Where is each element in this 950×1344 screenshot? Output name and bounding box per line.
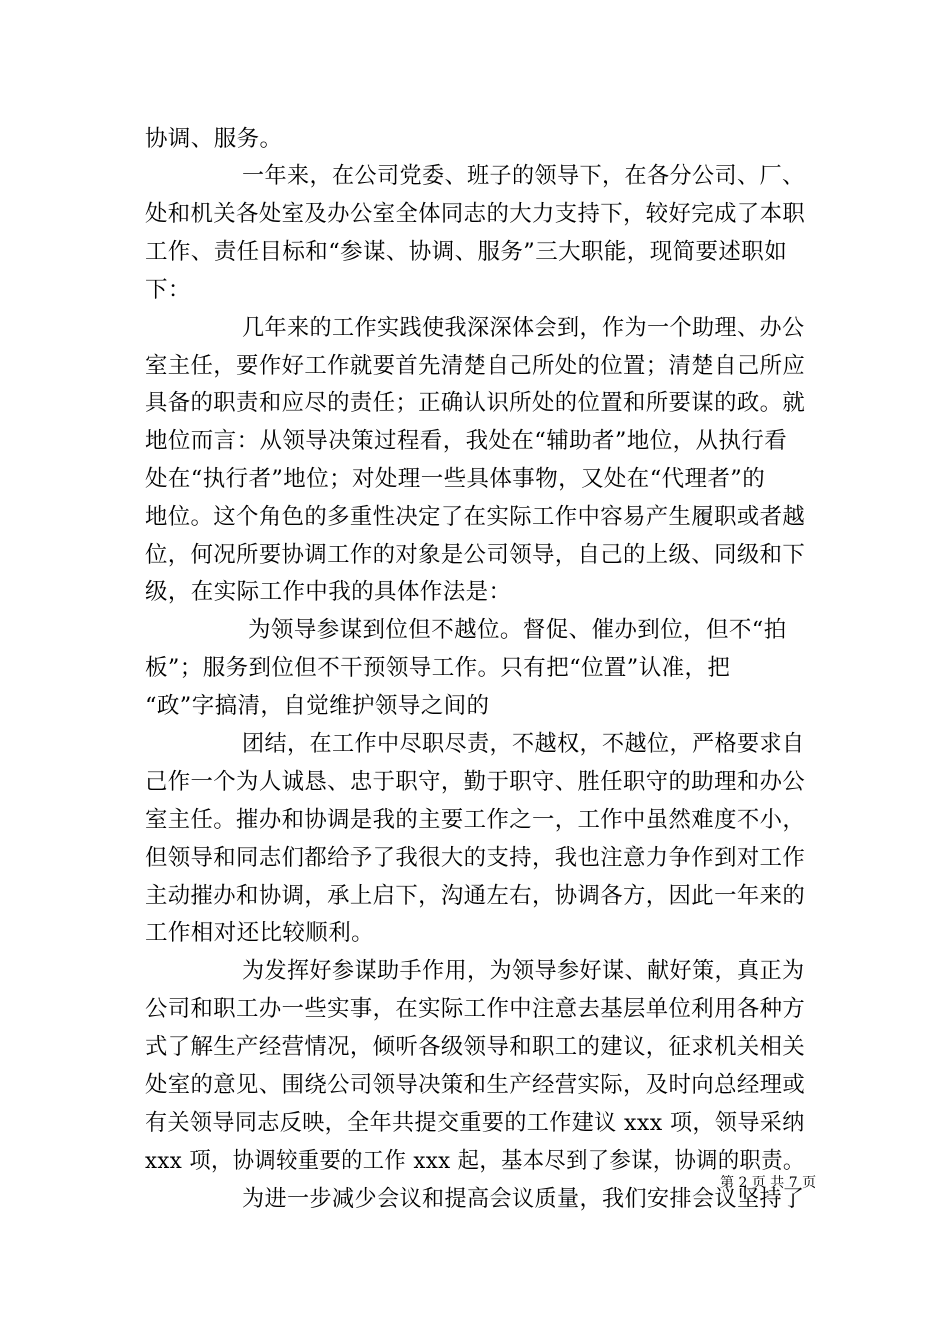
page-footer: 第 2 页 共 7 页 — [720, 1175, 817, 1191]
text-line: 但领导和同志们都给予了我很大的支持，我也注意力争作到对工作 — [145, 845, 806, 871]
text-line: 地位而言：从领导决策过程看，我处在“辅助者”地位，从执行看 — [145, 428, 788, 454]
text-line: 有关领导同志反映，全年共提交重要的工作建议 xxx 项，领导采纳 — [145, 1110, 805, 1136]
text-line: 一年来，在公司党委、班子的领导下，在各分公司、厂、 — [242, 163, 805, 189]
text-line: 几年来的工作实践使我深深体会到，作为一个助理、办公 — [242, 315, 805, 341]
text-line: 为进一步减少会议和提高会议质量，我们安排会议坚持了 — [242, 1186, 805, 1212]
text-line: 为发挥好参谋助手作用，为领导参好谋、献好策，真正为 — [242, 958, 805, 984]
text-line: 工作相对还比较顺利。 — [145, 920, 375, 946]
text-line: 级，在实际工作中我的具体作法是： — [145, 579, 512, 605]
text-line: “政”字搞清，自觉维护领导之间的 — [145, 693, 490, 719]
text-line: 处和机关各处室及办公室全体同志的大力支持下，较好完成了本职 — [145, 201, 806, 227]
text-line: 工作、责任目标和“参谋、协调、服务”三大职能，现简要述职如 — [145, 239, 788, 265]
text-line: 团结，在工作中尽职尽责，不越权，不越位，严格要求自 — [242, 731, 805, 757]
text-line: 主动摧办和协调，承上启下，沟通左右，协调各方，因此一年来的 — [145, 883, 806, 909]
text-line: 板”；服务到位但不干预领导工作。只有把“位置”认准，把 — [145, 655, 731, 681]
text-line: 为领导参谋到位但不越位。督促、催办到位，但不“拍 — [248, 617, 787, 643]
text-line: xxx 项，协调较重要的工作 xxx 起，基本尽到了参谋，协调的职责。 — [145, 1148, 805, 1174]
text-line: 处在“执行者”地位；对处理一些具体事物，又处在“代理者”的 — [145, 466, 766, 492]
text-line: 己作一个为人诚恳、忠于职守，勤于职守、胜任职守的助理和办公 — [145, 769, 806, 795]
text-line: 公司和职工办一些实事，在实际工作中注意去基层单位利用各种方 — [145, 996, 806, 1022]
text-line: 地位。这个角色的多重性决定了在实际工作中容易产生履职或者越 — [145, 504, 806, 530]
text-line: 室主任，要作好工作就要首先清楚自己所处的位置；清楚自己所应 — [145, 353, 806, 379]
text-line: 式了解生产经营情况，倾听各级领导和职工的建议，征求机关相关 — [145, 1034, 806, 1060]
text-line: 下： — [145, 277, 191, 303]
text-line: 处室的意见、围绕公司领导决策和生产经营实际，及时向总经理或 — [145, 1072, 806, 1098]
text-line: 室主任。摧办和协调是我的主要工作之一，工作中虽然难度不小， — [145, 807, 806, 833]
text-line: 具备的职责和应尽的责任；正确认识所处的位置和所要谋的政。就 — [145, 390, 806, 416]
text-line: 协调、服务。 — [145, 126, 283, 152]
text-line: 位，何况所要协调工作的对象是公司领导，自己的上级、同级和下 — [145, 542, 806, 568]
